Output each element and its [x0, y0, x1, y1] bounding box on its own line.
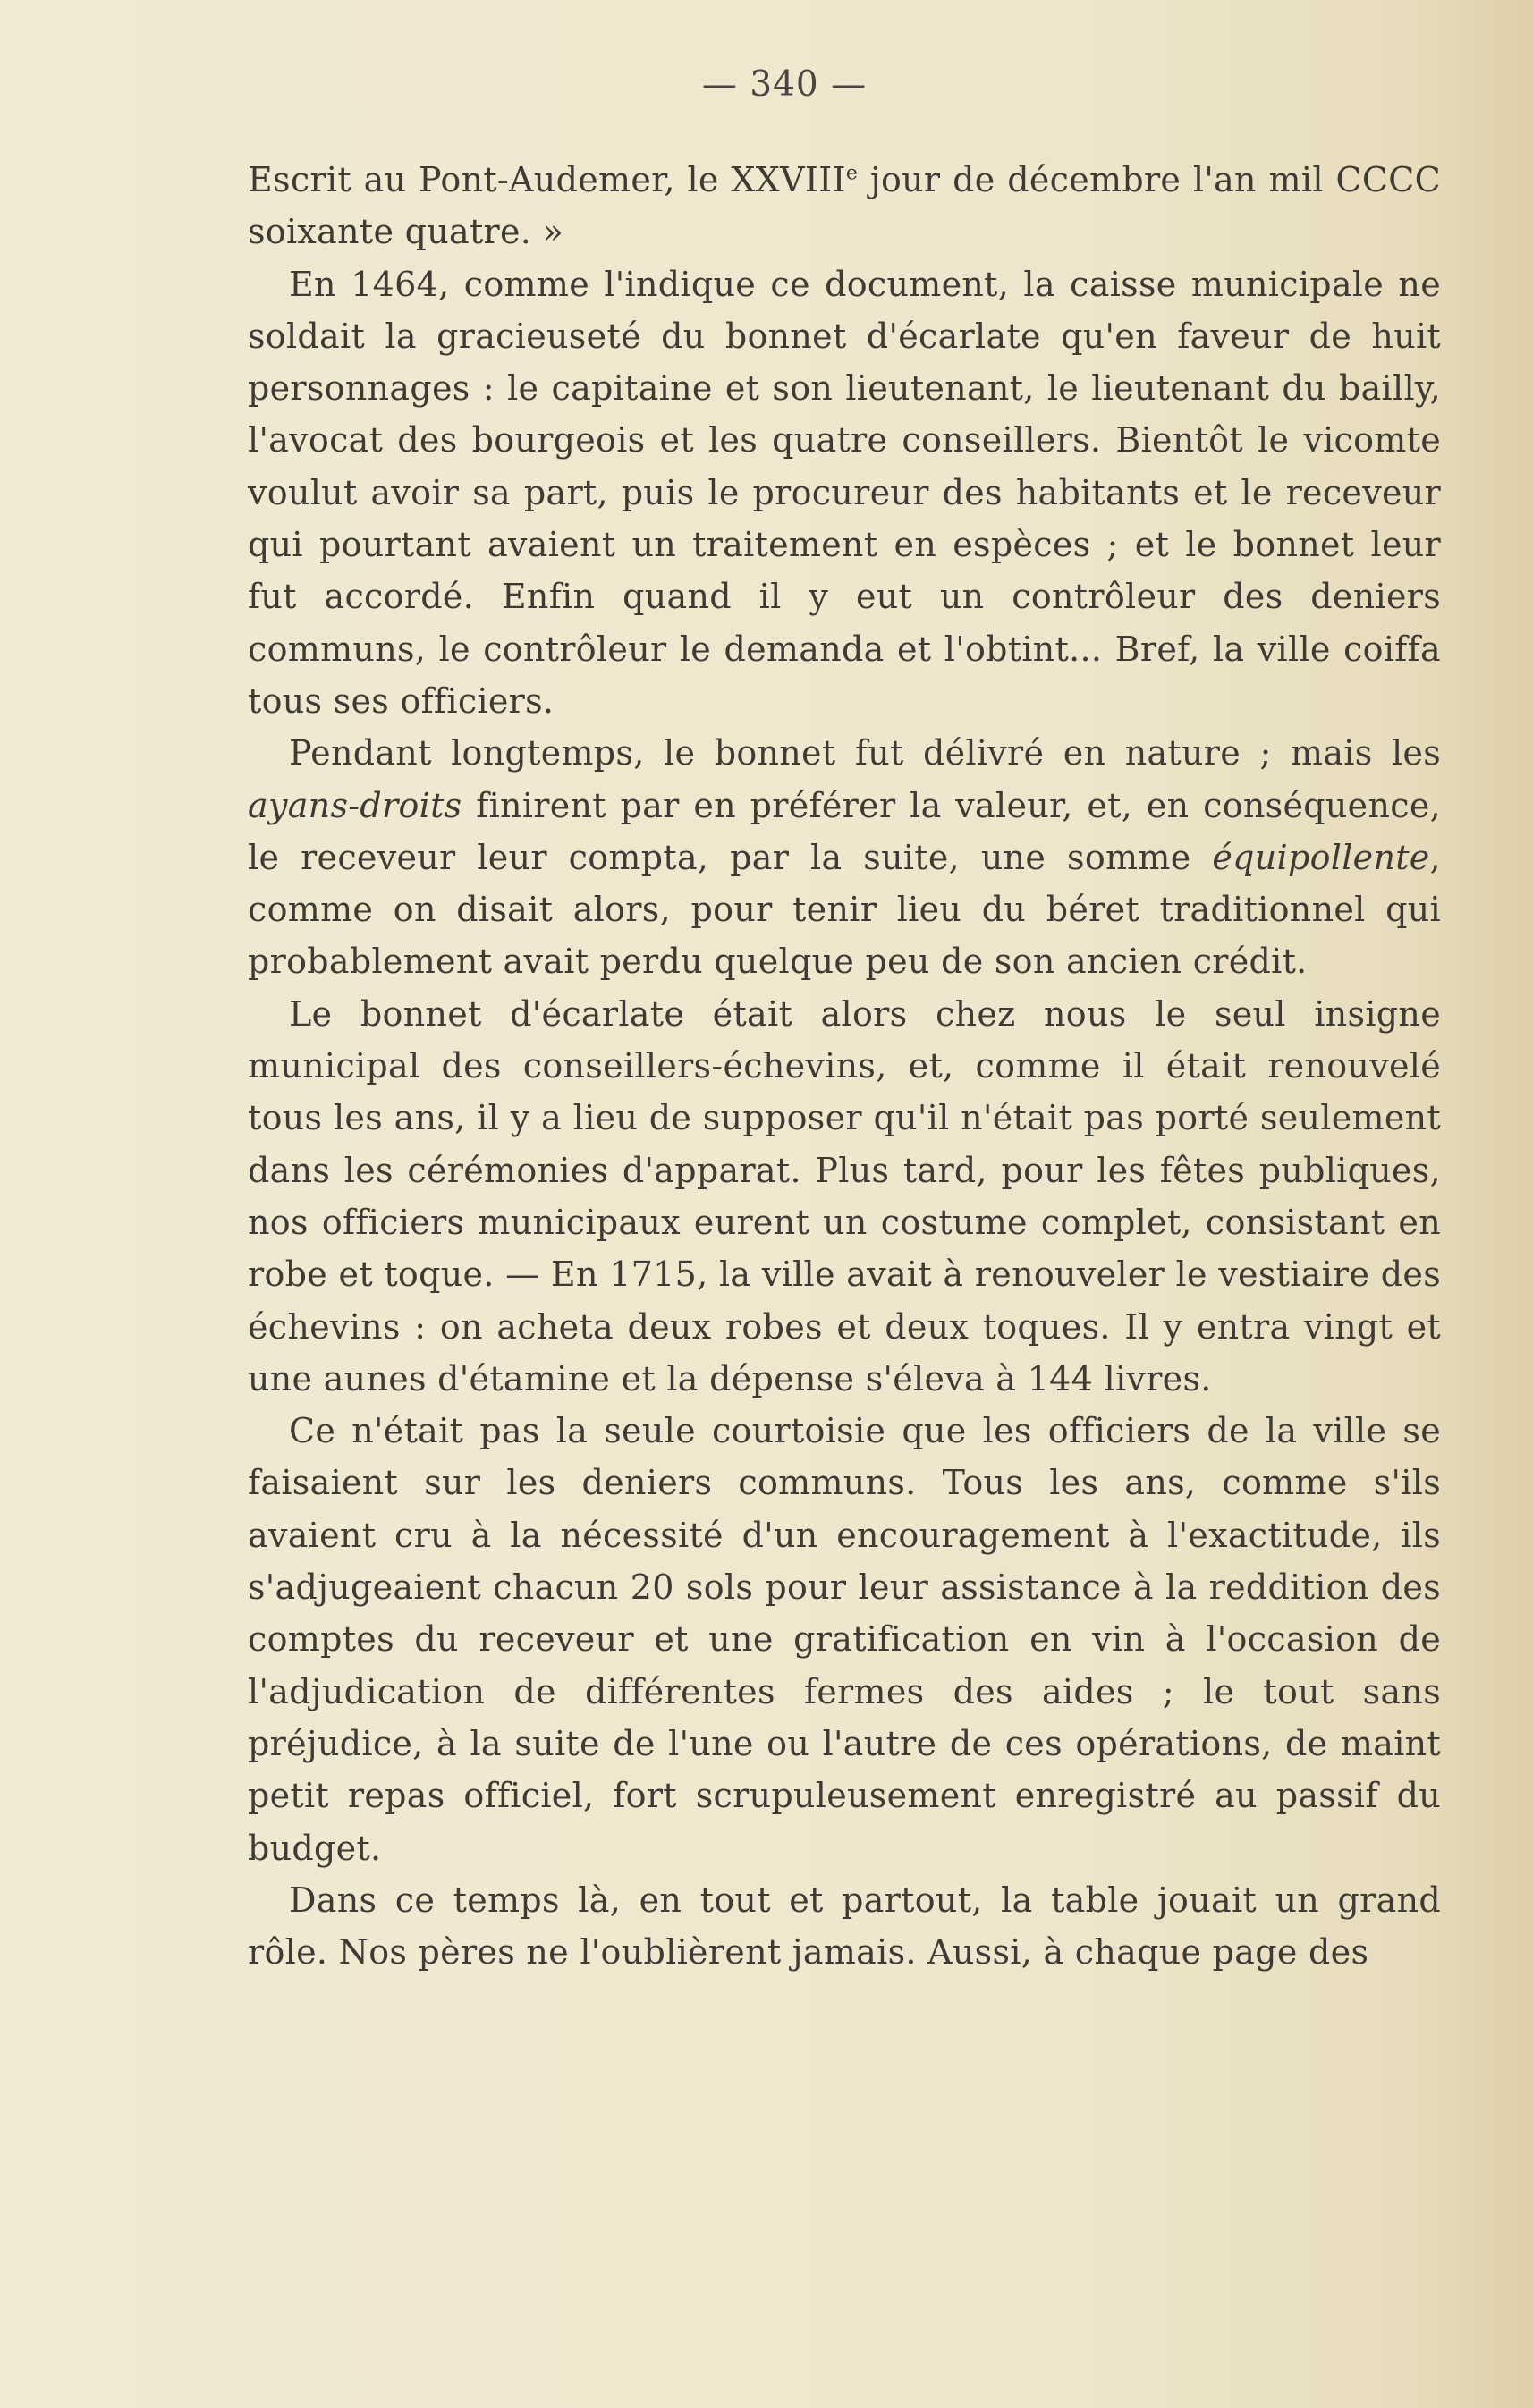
italic-term: équipollente — [1212, 837, 1430, 877]
text-span: Ce n'était pas la seule courtoisie que les officiers de la ville se faisaient sur les deniers communs. Tous les ans, comme s'ils avaient cru à la nécessité d'un encouragement à l'exactitude, ils s'adjugeaient chacun 20 sols pour leur assistance à la reddition des comptes du receveur et une gratification en vin à l'occasion de l'adjudication de différentes fermes des aides ; le tout sans préjudice, à la suite de l'une ou l'autre de ces opérations, de maint petit repas officiel, fort scrupuleusement enregistré au passif du budget. — [248, 1411, 1441, 1868]
paragraph-6 — [248, 1874, 1441, 1979]
paragraph-1 — [248, 154, 1441, 258]
text-span: Escrit au Pont-Audemer, le XXVIII — [248, 160, 846, 199]
text-span: En 1464, comme l'indique ce document, la caisse municipale ne soldait la gracieuseté du bonnet d'écarlate qu'en faveur de huit personnages : le capitaine et son lieutenant, le lieutenant du bailly, l'avocat des bourgeois et les quatre conseillers. Bientôt le vicomte voulut avoir sa part, puis le procureur des habitants et le receveur qui pourtant avaient un traitement en espèces ; et le bonnet leur fut accordé. Enfin quand il y eut un contrôleur des deniers communs, le contrôleur le demanda et l'obtint... Bref, la ville coiffa tous ses officiers. — [248, 264, 1441, 721]
paragraph-2 — [248, 258, 1441, 728]
superscript: e — [845, 162, 859, 185]
text-span: jour de décembre l'an mil CCCC soixante quatre. » — [248, 160, 1441, 252]
italic-term: ayans-droits — [248, 785, 462, 825]
text-span: , comme on disait alors, pour tenir lieu du béret traditionnel qui probablement avait perdu quelque peu de son ancien crédit. — [248, 837, 1441, 982]
text-span: Dans ce temps là, en tout et partout, la table jouait un grand rôle. Nos pères ne l'oublièrent jamais. Aussi, à chaque page des — [248, 1880, 1441, 1973]
text-span: Le bonnet d'écarlate était alors chez nous le seul insigne municipal des conseillers-échevins, et, comme il était renouvelé tous les ans, il y a lieu de supposer qu'il n'était pas porté seulement dans les cérémonies d'apparat. Plus tard, pour les fêtes publiques, nos officiers municipaux eurent un costume complet, consistant en robe et toque. — En 1715, la ville avait à renouveler le vestiaire des échevins : on acheta deux robes et deux toques. Il y entra vingt et une aunes d'étamine et la dépense s'éleva à 144 livres. — [248, 993, 1441, 1398]
paragraph-3 — [248, 727, 1441, 987]
page-number: — 340 — — [701, 64, 868, 105]
text-span: finirent par en préférer la valeur, et, en conséquence, le receveur leur compta, par la suite, une somme — [248, 785, 1441, 877]
paragraph-5 — [248, 1405, 1441, 1874]
paragraph-4 — [248, 988, 1441, 1405]
text-span: Pendant longtemps, le bonnet fut délivré en nature ; mais les — [289, 733, 1441, 773]
body-text — [248, 154, 1441, 1978]
